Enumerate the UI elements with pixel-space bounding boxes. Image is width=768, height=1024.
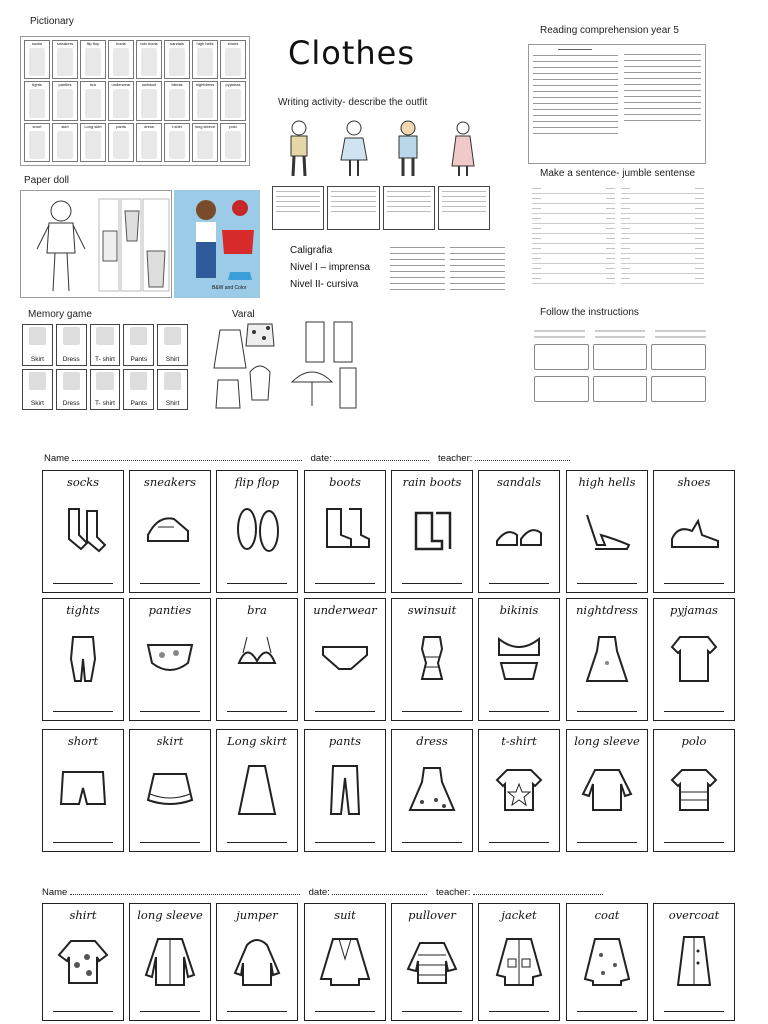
child-figure-icon [279,118,319,180]
sentence-heading: Make a sentence- jumble sentense [540,168,696,179]
flip-flop-icon [225,493,289,568]
memory-card [123,324,154,366]
dress-icon [400,752,464,827]
clothing-icon [113,89,130,117]
nivel2-label: Nivel II- cursiva [290,279,359,290]
memory-card [22,369,53,411]
vocab-card-shoes [653,470,735,593]
memory-card [22,324,53,366]
jumper-icon [225,926,289,996]
writing-line[interactable] [402,711,462,712]
varal-heading: Varal [232,309,255,320]
vocab-card-label: pants [328,734,362,748]
vocab-card-shirt [42,903,124,1021]
clothing-icon [141,89,158,117]
mini-vocab-label: swinsuit [141,82,157,88]
vocab-card-long-skirt [216,729,298,852]
mini-vocab-label: high hells [196,41,214,46]
memory-card-label: Pants [130,400,148,407]
vocab-card-label: short [67,734,99,748]
mini-vocab-card [192,40,218,79]
mini-vocab-label: underwear [111,82,131,88]
child-figure-icon [334,118,374,180]
mini-vocab-card [24,123,50,162]
clothing-icon [164,372,181,390]
writing-line[interactable] [315,711,375,712]
vocab-card-label: sneakers [143,475,197,489]
vocab-card-dress [391,729,473,852]
memory-card [157,369,188,411]
vocab-card-pyjamas [653,598,735,721]
child-figure-icon [443,118,483,180]
vocab-card-label: bra [247,603,267,617]
caligrafia-thumbnail [390,242,505,302]
memory-card [90,369,121,411]
writing-line[interactable] [140,583,200,584]
mini-vocab-label: t-shirt [172,123,182,129]
clothing-icon [63,372,80,390]
vocab-card-label: coat [594,908,620,922]
vocab-card-boots [304,470,386,593]
vocab-card-t-shirt [478,729,560,852]
caligrafia-heading: Caligrafia [290,245,333,256]
vocab-card-label: sandals [497,475,541,489]
vocab-card-label: nightdress [576,603,638,617]
vocab-card-label: high hells [578,475,636,489]
polo-icon [662,752,726,827]
mini-vocab-label: Long skirt [84,123,102,129]
clothing-icon [197,89,214,117]
paper-doll-heading: Paper doll [24,175,70,186]
clothing-icon [29,48,46,76]
mini-vocab-card [52,123,78,162]
vocab-card-bikinis [478,598,560,721]
clothing-icon [57,48,74,76]
date-field[interactable] [334,452,429,461]
mini-vocab-card [136,81,162,120]
vocab-card-label: jacket [501,908,537,922]
mini-vocab-label: polo [229,123,237,129]
mini-vocab-label: sandals [170,41,184,46]
name-label: Name [42,887,68,898]
clothing-icon [169,89,186,117]
memory-card-label: Skirt [30,355,44,363]
overcoat-icon [662,926,726,996]
long-sleeve-icon [138,926,202,996]
clothing-icon [197,131,214,159]
vocab-card-jumper [216,903,298,1021]
writing-line[interactable] [53,711,113,712]
coat-icon [575,926,639,996]
clothing-icon [113,131,130,159]
vocab-card-tights [42,598,124,721]
vocab-card-label: polo [681,734,707,748]
nightdress-icon [575,621,639,696]
clothing-icon [225,48,242,76]
clothing-icon [85,131,102,159]
caligrafia-block [290,242,370,293]
mini-vocab-label: skirt [61,123,69,129]
mini-vocab-card [136,123,162,162]
writing-line[interactable] [577,1011,637,1012]
vocab-card-long-sleeve [566,729,648,852]
nivel1-label: Nivel I – imprensa [290,262,371,273]
clothing-icon [130,372,147,390]
vocab-card-suit [304,903,386,1021]
pictionary-heading: Pictionary [30,16,74,27]
vocab-card-label: long sleeve [137,908,203,922]
date-label: date: [308,887,330,898]
clothing-icon [225,131,242,159]
mini-vocab-label: bikinis [171,82,183,88]
mini-vocab-card [220,40,246,79]
clothing-icon [141,48,158,76]
vocab-card-panties [129,598,211,721]
clothing-icon [141,131,158,159]
clothing-icon [130,327,147,345]
mini-vocab-card [80,40,106,79]
writing-line[interactable] [577,583,637,584]
memory-card [123,369,154,411]
clothing-icon [57,131,74,159]
writing-line[interactable] [315,1011,375,1012]
vocab-card-label: Long skirt [227,734,287,748]
writing-line[interactable] [227,711,287,712]
writing-line[interactable] [664,842,724,843]
clothing-icon [29,131,46,159]
writing-line[interactable] [577,842,637,843]
vocab-card-nightdress [566,598,648,721]
vocab-card-label: panties [148,603,192,617]
mini-vocab-card [136,40,162,79]
writing-line[interactable] [664,583,724,584]
mini-vocab-card [192,123,218,162]
vocab-card-label: flip flop [234,475,280,489]
writing-line[interactable] [227,583,287,584]
mini-vocab-card [80,123,106,162]
mini-vocab-card [164,81,190,120]
teacher-label: teacher: [436,887,471,898]
mini-vocab-label: nightdress [195,82,215,88]
vocab-card-rain-boots [391,470,473,593]
sneakers-icon [138,493,202,568]
vocab-card-pullover [391,903,473,1021]
vocab-card-label: rain boots [402,475,462,489]
vocab-card-label: dress [416,734,448,748]
writing-line[interactable] [489,1011,549,1012]
writing-line[interactable] [664,1011,724,1012]
skirt-icon [138,752,202,827]
teacher-field[interactable] [475,452,570,461]
paper-doll-color-thumbnail [174,190,260,298]
mini-vocab-label: rain boots [140,41,158,46]
clothing-icon [169,131,186,159]
mini-vocab-label: long sleeve [194,123,216,129]
bra-icon [225,621,289,696]
clothing-icon [96,327,113,345]
panties-icon [138,621,202,696]
clothing-icon [29,327,46,345]
memory-card [157,324,188,366]
paper-doll-bw-thumbnail [20,190,172,298]
reading-thumbnail [528,44,706,164]
vocab-card-pants [304,729,386,852]
vocab-card-coat [566,903,648,1021]
bikinis-icon [487,621,551,696]
pants-icon [313,752,377,827]
jacket-icon [487,926,551,996]
pyjamas-icon [662,621,726,696]
mini-vocab-card [164,123,190,162]
pullover-icon [400,926,464,996]
vocab-card-label: shoes [677,475,711,489]
clothing-icon [29,89,46,117]
vocab-card-label: pyjamas [670,603,718,617]
vocab-card-label: boots [329,475,361,489]
boots-icon [313,493,377,568]
memory-card-label: T- shirt [95,400,115,407]
vocab-card-label: underwear [313,603,377,617]
varal-thumbnail [210,320,380,412]
writing-line[interactable] [140,842,200,843]
mini-vocab-label: tights [32,82,42,88]
mini-vocab-card [52,40,78,79]
mini-vocab-label: bra [90,82,96,88]
memory-card-label: Shirt [165,400,180,407]
mini-vocab-label: flip flop [86,41,100,46]
high-hells-icon [575,493,639,568]
clothing-icon [96,372,113,390]
vocab-card-jacket [478,903,560,1021]
mini-vocab-card [108,40,134,79]
vocab-card-label: socks [66,475,100,489]
memory-game-thumbnail [22,324,188,410]
swinsuit-icon [400,621,464,696]
vocab-card-short [42,729,124,852]
mini-vocab-label: shoes [227,41,239,46]
vocab-card-label: long sleeve [574,734,640,748]
clothing-icon [164,327,181,345]
clothing-icon [225,89,242,117]
vocab-card-label: overcoat [668,908,720,922]
name-field[interactable] [72,452,302,461]
writing-line[interactable] [489,842,549,843]
mini-vocab-card [220,81,246,120]
t-shirt-icon [487,752,551,827]
long-skirt-icon [225,752,289,827]
vocab-card-socks [42,470,124,593]
memory-card-label: Dress [62,355,80,363]
vocab-card-label: tights [66,603,100,617]
sentence-thumbnail: —— —— —— —— —— —— —— —— —— —— —— —— —— —— —— —— —— —— —— —— —— —— —— —— —— —— —— —— —— —— —— —— —— —— —— —— —— —— —— —— [532,184,704,296]
shirt-icon [51,926,115,996]
mini-vocab-label: pants [116,123,126,129]
vocab-card-high-hells [566,470,648,593]
instructions-heading: Follow the instructions [540,307,639,318]
memory-card [90,324,121,366]
writing-line[interactable] [489,711,549,712]
clothing-icon [197,48,214,76]
vocab-card-long-sleeve [129,903,211,1021]
writing-line[interactable] [577,711,637,712]
mini-vocab-label: short [32,123,42,129]
memory-card-label: Dress [62,400,80,407]
writing-line[interactable] [402,583,462,584]
vocab-card-skirt [129,729,211,852]
teacher-field[interactable] [473,886,603,895]
mini-vocab-card [108,81,134,120]
clothing-icon [85,48,102,76]
name-field[interactable] [70,886,300,895]
writing-line[interactable] [227,1011,287,1012]
mini-vocab-label: dress [144,123,154,129]
date-field[interactable] [332,886,427,895]
writing-line[interactable] [140,1011,200,1012]
mini-vocab-card [24,40,50,79]
mini-vocab-label: boots [116,41,126,46]
clothing-icon [63,327,80,345]
writing-heading: Writing activity- describe the outfit [278,97,428,108]
memory-card [56,369,87,411]
underwear-icon [313,621,377,696]
vocab-card-bra [216,598,298,721]
writing-line[interactable] [315,583,375,584]
long-sleeve-icon [575,752,639,827]
vocab-card-underwear [304,598,386,721]
writing-line[interactable] [315,842,375,843]
vocab-card-flip-flop [216,470,298,593]
mini-vocab-card [164,40,190,79]
sandals-icon [487,493,551,568]
vocab-card-overcoat [653,903,735,1021]
doll-credit: B&W and Color [212,285,247,291]
name-label: Name [44,453,70,464]
vocab-card-label: suit [334,908,356,922]
memory-card-label: Skirt [30,400,44,407]
writing-line[interactable] [489,583,549,584]
worksheet1-header [44,452,724,464]
rain-boots-icon [400,493,464,568]
teacher-label: teacher: [438,453,473,464]
vocab-card-polo [653,729,735,852]
vocab-card-swinsuit [391,598,473,721]
mini-vocab-card [220,123,246,162]
writing-thumbnail [272,118,490,233]
mini-vocab-card [192,81,218,120]
clothing-icon [169,48,186,76]
vocab-card-sneakers [129,470,211,593]
writing-line[interactable] [53,1011,113,1012]
tights-icon [51,621,115,696]
clothing-icon [113,48,130,76]
mini-vocab-card [108,123,134,162]
mini-vocab-card [52,81,78,120]
writing-line[interactable] [402,1011,462,1012]
clothing-icon [29,372,46,390]
mini-vocab-card [24,81,50,120]
memory-card-label: Shirt [165,355,180,363]
memory-card-label: Pants [130,355,148,363]
page-title: Clothes [288,34,415,72]
suit-icon [313,926,377,996]
writing-line[interactable] [53,583,113,584]
mini-vocab-card [80,81,106,120]
short-icon [51,752,115,827]
writing-line[interactable] [664,711,724,712]
shoes-icon [662,493,726,568]
writing-line[interactable] [53,842,113,843]
writing-line[interactable] [227,842,287,843]
mini-vocab-label: pyjamas [225,82,241,88]
vocab-card-label: jumper [236,908,278,922]
vocab-card-label: skirt [156,734,184,748]
worksheet2-header [42,886,722,898]
memory-card-label: T- shirt [95,355,115,363]
instructions-thumbnail [534,326,706,418]
vocab-card-label: shirt [69,908,97,922]
vocab-card-label: t-shirt [501,734,537,748]
mini-vocab-label: socks [31,41,43,46]
vocab-card-sandals [478,470,560,593]
vocab-card-label: pullover [408,908,456,922]
clothing-icon [57,89,74,117]
memory-card [56,324,87,366]
vocab-card-label: bikinis [499,603,539,617]
writing-line[interactable] [402,842,462,843]
date-label: date: [310,453,332,464]
pictionary-thumbnail [20,36,250,166]
socks-icon [51,493,115,568]
reading-heading: Reading comprehension year 5 [540,25,679,36]
mini-vocab-label: sneakers [56,41,74,46]
mini-vocab-label: panties [58,82,72,88]
memory-game-heading: Memory game [28,309,92,320]
vocab-card-label: swinsuit [407,603,457,617]
writing-line[interactable] [140,711,200,712]
clothing-icon [85,89,102,117]
child-figure-icon [388,118,428,180]
